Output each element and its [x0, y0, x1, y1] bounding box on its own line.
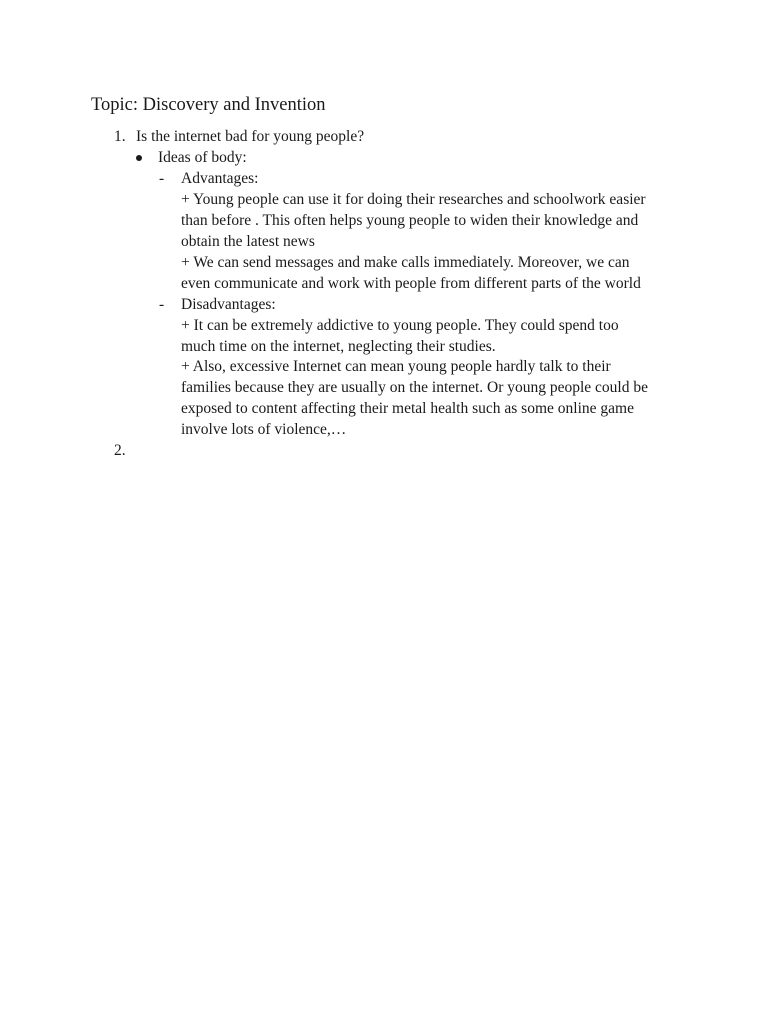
- disadvantages-line: + Also, excessive Internet can mean young people hardly talk to their: [181, 358, 611, 375]
- advantages-line: than before . This often helps young people to widen their knowledge and: [181, 212, 639, 229]
- disadvantages-heading: Disadvantages:: [181, 296, 276, 313]
- document-title: Topic: Discovery and Invention: [91, 95, 326, 115]
- advantages-heading: Advantages:: [181, 170, 259, 187]
- disadvantages-line: + It can be extremely addictive to young people. They could spend too: [181, 317, 619, 334]
- bullet-icon: [136, 155, 142, 161]
- dash-marker: -: [159, 170, 165, 187]
- list-number: 2.: [114, 442, 126, 459]
- disadvantages-line: involve lots of violence,…: [181, 421, 347, 438]
- disadvantages-line: exposed to content affecting their metal health such as some online game: [181, 400, 634, 417]
- advantages-line: + We can send messages and make calls immediately. Moreover, we can: [181, 254, 630, 271]
- dash-marker: -: [159, 296, 165, 313]
- disadvantages-line: much time on the internet, neglecting their studies.: [181, 338, 496, 355]
- ideas-label: Ideas of body:: [158, 149, 247, 166]
- advantages-line: obtain the latest news: [181, 233, 315, 250]
- advantages-line: + Young people can use it for doing their researches and schoolwork easier: [181, 191, 646, 208]
- advantages-line: even communicate and work with people from different parts of the world: [181, 275, 641, 292]
- disadvantages-line: families because they are usually on the internet. Or young people could be: [181, 379, 648, 396]
- question-text: Is the internet bad for young people?: [136, 128, 365, 145]
- list-number: 1.: [114, 128, 126, 145]
